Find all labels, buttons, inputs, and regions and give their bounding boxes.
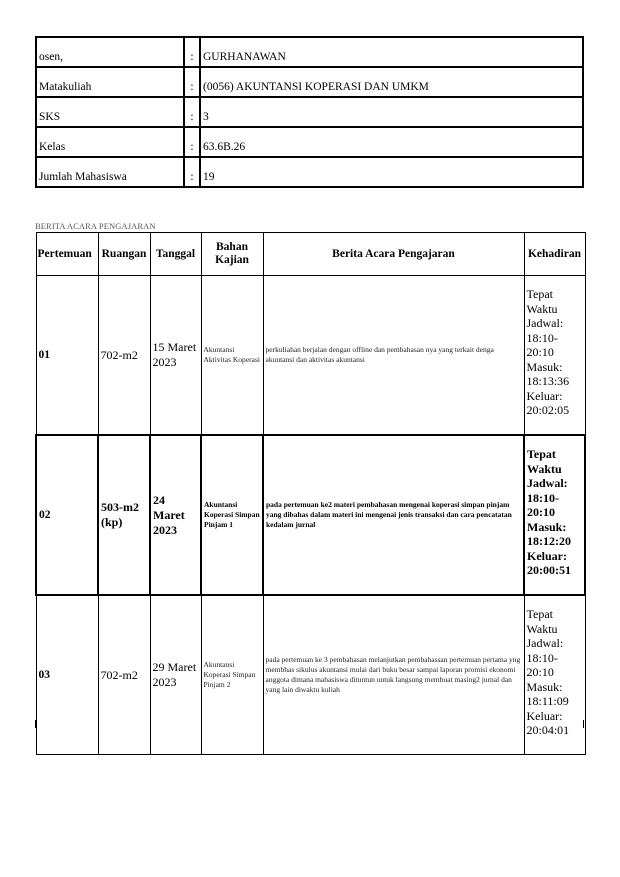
cell-tanggal: 24 Maret 2023 <box>150 435 201 595</box>
header-tanggal: Tanggal <box>150 233 201 276</box>
header-ruangan: Ruangan <box>98 233 150 276</box>
cell-pertemuan: 02 <box>36 435 98 595</box>
info-value: 3 <box>200 97 583 127</box>
table-row <box>36 276 585 436</box>
kehadiran-line: 18:13:36 <box>526 374 570 388</box>
cell-kehadiran <box>524 276 585 436</box>
info-value: 19 <box>200 157 583 187</box>
cell-bahan-kajian: Akuntansi Koperasi Simpan Pinjam 1 <box>201 435 263 595</box>
cell-bahan-kajian: Akuntansi Koperasi Simpan Pinjam 2 <box>201 595 263 755</box>
kehadiran-line: Tepat <box>526 607 553 621</box>
table-row <box>36 435 585 595</box>
info-separator: : <box>184 127 200 157</box>
info-label: Jumlah Mahasiswa <box>36 157 184 187</box>
cell-tanggal: 15 Maret 2023 <box>150 276 201 436</box>
info-value: 63.6B.26 <box>200 127 583 157</box>
header-bahan-kajian: Bahan Kajian <box>201 233 263 276</box>
cell-kehadiran <box>524 435 585 595</box>
kehadiran-line: Waktu <box>527 461 562 476</box>
kehadiran-line: Masuk: <box>527 519 567 534</box>
info-separator: : <box>184 97 200 127</box>
table-row <box>36 595 585 755</box>
info-separator: : <box>184 67 200 97</box>
kehadiran-line: 18:10- <box>526 650 558 665</box>
info-row-kelas <box>36 127 583 157</box>
kehadiran-line: 18:10- <box>526 330 558 345</box>
info-label: osen, <box>36 37 184 67</box>
kehadiran-line: 20:10 <box>526 345 554 359</box>
cell-kehadiran <box>524 595 585 755</box>
header-pertemuan: Pertemuan <box>36 233 98 276</box>
kehadiran-line: 20:10 <box>527 505 555 519</box>
info-label: Matakuliah <box>36 67 184 97</box>
cell-ruangan: 702-m2 <box>98 595 150 755</box>
kehadiran-line: Tepat <box>526 287 553 301</box>
kehadiran-line: Waktu <box>526 301 558 316</box>
kehadiran-line: 18:12:20 <box>527 534 571 548</box>
info-value: (0056) AKUNTANSI KOPERASI DAN UMKM <box>200 67 583 97</box>
kehadiran-line: 18:10- <box>527 490 559 505</box>
kehadiran-line: Masuk: <box>526 679 563 694</box>
info-row-dosen <box>36 37 583 67</box>
kehadiran-line: Waktu <box>526 621 558 636</box>
info-label: SKS <box>36 97 184 127</box>
kehadiran-line: Jadwal: <box>527 476 568 490</box>
cell-pertemuan: 01 <box>36 276 98 436</box>
section-title: BERITA ACARA PENGAJARAN <box>35 221 156 231</box>
header-kehadiran: Kehadiran <box>524 233 585 276</box>
info-row-jumlah-mahasiswa <box>36 157 583 187</box>
cell-bahan-kajian: Akuntansi Aktivitas Koperasi <box>201 276 263 436</box>
cell-ruangan: 702-m2 <box>98 276 150 436</box>
info-value: GURHANAWAN <box>200 37 583 67</box>
info-separator: : <box>184 37 200 67</box>
kehadiran-line: 20:04:01 <box>526 723 570 737</box>
kehadiran-line: Keluar: <box>527 548 567 563</box>
cell-ruangan: 503-m2 (kp) <box>98 435 150 595</box>
kehadiran-line: Keluar: <box>526 708 563 723</box>
kehadiran-line: Keluar: <box>526 388 563 403</box>
cell-pertemuan: 03 <box>36 595 98 755</box>
kehadiran-line: 18:11:09 <box>526 694 569 708</box>
header-berita-acara: Berita Acara Pengajaran <box>263 233 524 276</box>
cell-berita-acara: perkuliahan berjalan dengan offline dan pembahasan nya yang terkait denga akuntansi dan aktivitas akuntansi <box>263 276 524 436</box>
table-continuation <box>35 720 584 728</box>
info-row-sks <box>36 97 583 127</box>
info-separator: : <box>184 157 200 187</box>
berita-acara-table <box>35 232 586 755</box>
kehadiran-line: 20:10 <box>526 665 554 679</box>
kehadiran-line: 20:00:51 <box>527 563 571 577</box>
kehadiran-line: Tepat <box>527 447 556 461</box>
cell-tanggal: 29 Maret 2023 <box>150 595 201 755</box>
course-info-table <box>35 36 584 188</box>
kehadiran-line: Masuk: <box>526 359 563 374</box>
kehadiran-line: 20:02:05 <box>526 403 570 417</box>
cell-berita-acara: pada pertemuan ke 3 pembahasan melanjutkan pembahassan pertemuan pertama yng membhas sikulus akuntansi mulai dari buku besar sampai laporan promisi ekonomi anggota dimana mahasiswa dituntun untuk langsung membuat masing2 jurnal dan yang lain diwaktu kuliah <box>263 595 524 755</box>
cell-berita-acara: pada pertemuan ke2 materi pembahasan mengenai koperasi simpan pinjam yang dibahas dalam materi ini mengenai jenis transaksi dan cara pencatatan kedalam jurnal <box>263 435 524 595</box>
info-row-matakuliah <box>36 67 583 97</box>
kehadiran-line: Jadwal: <box>526 636 564 650</box>
info-label: Kelas <box>36 127 184 157</box>
kehadiran-line: Jadwal: <box>526 316 564 330</box>
table-header-row <box>36 233 585 276</box>
